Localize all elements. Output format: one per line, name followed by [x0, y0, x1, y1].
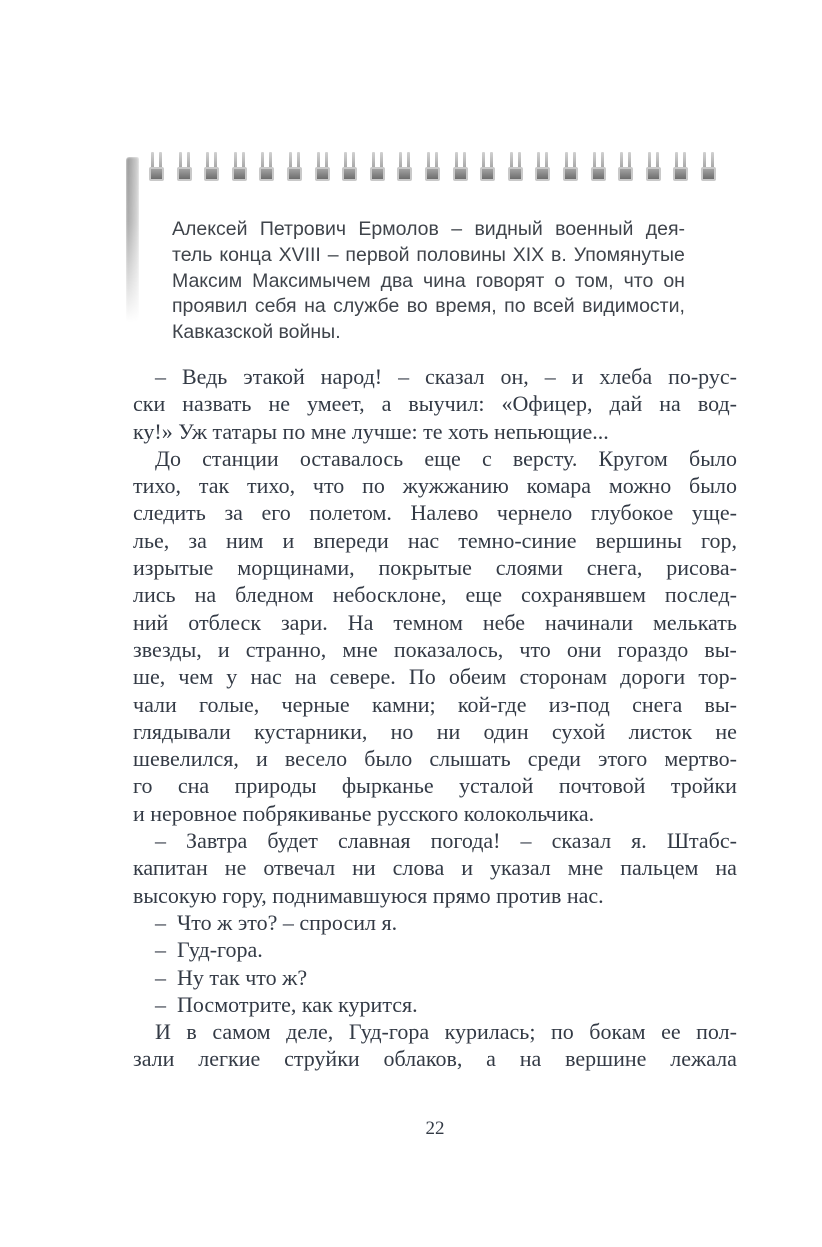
ring-clamp-icon: [535, 167, 550, 181]
ring-clamp-icon: [480, 167, 495, 181]
ring-clamp-icon: [618, 167, 633, 181]
ring-wire-icon: [537, 152, 548, 168]
text-line: высокую гору, поднимавшуюся прямо против нас.: [133, 882, 604, 908]
text-line: И в самом деле, Гуд-гора курилась; по бокам ее пол-: [155, 1019, 737, 1045]
text-line: глядывали кустарники, но ни один сухой листок не: [133, 718, 737, 744]
ring-wire-icon: [482, 152, 493, 168]
binding-ring: [315, 152, 330, 181]
binding-ring: [591, 152, 606, 181]
binding-ring: [535, 152, 550, 181]
text-line: – Посмотрите, как курится.: [155, 991, 418, 1017]
text-line: – Ну так что ж?: [155, 964, 308, 990]
text-line: – Что ж это? – спросил я.: [155, 909, 398, 935]
ring-clamp-icon: [177, 167, 192, 181]
binding-ring: [480, 152, 495, 181]
binding-ring: [232, 152, 247, 181]
binding-ring: [425, 152, 440, 181]
text-line: – Гуд-гора.: [155, 937, 263, 963]
text-line: звезды, и странно, мне показалось, что они гораздо вы-: [133, 636, 737, 662]
ring-wire-icon: [317, 152, 328, 168]
binding-ring: [259, 152, 274, 181]
ring-clamp-icon: [453, 167, 468, 181]
text-line: ний отблеск зари. На темном небе начинали мелькать: [133, 609, 737, 635]
binding-ring: [342, 152, 357, 181]
ring-clamp-icon: [232, 167, 247, 181]
ring-clamp-icon: [508, 167, 523, 181]
ring-clamp-icon: [149, 167, 164, 181]
body-text-block: [133, 363, 737, 1073]
ring-wire-icon: [289, 152, 300, 168]
ring-wire-icon: [151, 152, 162, 168]
binding-ring: [204, 152, 219, 181]
ring-wire-icon: [620, 152, 631, 168]
ring-clamp-icon: [342, 167, 357, 181]
ring-wire-icon: [648, 152, 659, 168]
page-curl-shadow: [126, 157, 139, 322]
ring-clamp-icon: [397, 167, 412, 181]
text-line: проявил себя на службе во время, по всей видимости,: [172, 295, 685, 318]
spiral-binding: [149, 152, 716, 181]
binding-ring: [453, 152, 468, 181]
ring-clamp-icon: [591, 167, 606, 181]
ring-wire-icon: [234, 152, 245, 168]
binding-ring: [397, 152, 412, 181]
ring-clamp-icon: [370, 167, 385, 181]
text-line: До станции оставалось еще с версту. Кругом было: [155, 445, 737, 471]
ring-clamp-icon: [204, 167, 219, 181]
binding-ring: [673, 152, 688, 181]
ring-clamp-icon: [287, 167, 302, 181]
text-line: лись на бледном небосклоне, еще сохранявшем послед-: [133, 582, 737, 608]
binding-ring: [618, 152, 633, 181]
ring-wire-icon: [455, 152, 466, 168]
binding-ring: [287, 152, 302, 181]
footnote-block: [172, 217, 685, 346]
ring-wire-icon: [179, 152, 190, 168]
text-line: го сна природы фырканье усталой почтовой тройки: [133, 773, 737, 799]
binding-ring: [149, 152, 164, 181]
ring-wire-icon: [344, 152, 355, 168]
ring-wire-icon: [510, 152, 521, 168]
ring-wire-icon: [399, 152, 410, 168]
text-line: капитан не отвечал ни слова и указал мне пальцем на: [133, 855, 737, 881]
ring-clamp-icon: [673, 167, 688, 181]
text-line: тихо, так тихо, что по жужжанию комара можно было: [133, 473, 737, 499]
binding-ring: [646, 152, 661, 181]
ring-wire-icon: [427, 152, 438, 168]
text-line: Алексей Петрович Ермолов – видный военный дея-: [172, 218, 685, 240]
binding-ring: [508, 152, 523, 181]
ring-wire-icon: [372, 152, 383, 168]
ring-wire-icon: [206, 152, 217, 168]
binding-ring: [370, 152, 385, 181]
text-line: чали голые, черные камни; кой-где из-под снега вы-: [133, 691, 737, 717]
text-line: шевелился, и весело было слышать среди этого мертво-: [133, 746, 737, 772]
binding-ring: [177, 152, 192, 181]
ring-wire-icon: [703, 152, 714, 168]
text-line: зали легкие струйки облаков, а на вершине лежала: [133, 1046, 737, 1072]
binding-ring: [701, 152, 716, 181]
ring-wire-icon: [593, 152, 604, 168]
text-line: ше, чем у нас на севере. По обеим сторонам дороги тор-: [133, 664, 737, 690]
text-line: Кавказской войны.: [172, 321, 341, 344]
ring-clamp-icon: [259, 167, 274, 181]
ring-clamp-icon: [646, 167, 661, 181]
text-line: – Ведь этакой народ! – сказал он, – и хлеба по-рус-: [155, 364, 737, 389]
text-line: лье, за ним и впереди нас темно-синие вершины гор,: [133, 527, 737, 553]
text-line: ку!» Уж татары по мне лучше: те хоть непьющие...: [133, 418, 609, 444]
page-number: 22: [425, 1118, 445, 1139]
text-line: Максим Максимычем два чина говорят о том, что он: [172, 269, 685, 292]
ring-clamp-icon: [563, 167, 578, 181]
text-line: тель конца XVIII – первой половины XIX в. Упомянутые: [172, 243, 685, 266]
ring-wire-icon: [675, 152, 686, 168]
ring-wire-icon: [261, 152, 272, 168]
binding-ring: [563, 152, 578, 181]
ring-wire-icon: [565, 152, 576, 168]
text-line: изрытые морщинами, покрытые слоями снега, рисова-: [133, 555, 737, 581]
text-line: следить за его полетом. Налево чернело глубокое уще-: [133, 500, 737, 526]
text-line: – Завтра будет славная погода! – сказал я. Штабс-: [155, 828, 737, 854]
text-line: и неровное побрякиванье русского колокольчика.: [133, 800, 595, 826]
ring-clamp-icon: [425, 167, 440, 181]
ring-clamp-icon: [315, 167, 330, 181]
text-line: ски назвать не умеет, а выучил: «Офицер, дай на вод-: [133, 391, 737, 417]
ring-clamp-icon: [701, 167, 716, 181]
